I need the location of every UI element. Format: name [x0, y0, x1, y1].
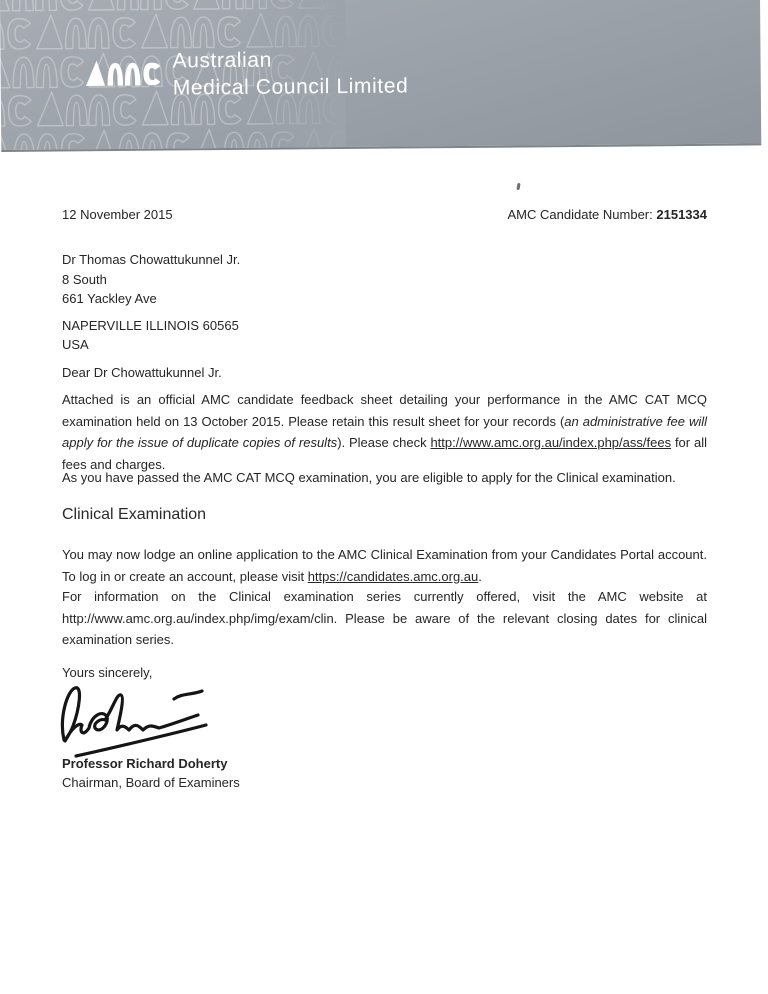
paragraph-results-text1: Attached is an official AMC candidate feedback sheet detailing your performance in the AMC CAT MCQ examination held on 13 October 2015. Please retain this result sheet for your records ( [62, 392, 707, 429]
valediction: Yours sincerely, [62, 665, 153, 680]
recipient-country: USA [62, 337, 89, 352]
signatory-title: Chairman, Board of Examiners [62, 775, 240, 790]
candidate-number-value: 2151334 [656, 207, 707, 222]
recipient-address-line2: 661 Yackley Ave [62, 291, 157, 306]
org-name [172, 45, 408, 101]
signatory-name: Professor Richard Doherty [62, 756, 228, 771]
fees-link[interactable]: http://www.amc.org.au/index.php/ass/fees [430, 435, 672, 450]
paragraph-portal-text1: You may now lodge an online application to the AMC Clinical Examination from your Candidates Portal account. To log in or create an account, please visit [62, 547, 707, 584]
recipient-name: Dr Thomas Chowattukunnel Jr. [62, 252, 241, 267]
scan-artifact [516, 183, 520, 190]
org-name-line2: Medical Council Limited [172, 74, 409, 100]
paragraph-results-text2: ). Please check [337, 435, 431, 450]
section-heading-clinical-examination: Clinical Examination [62, 506, 207, 523]
candidates-portal-link[interactable]: https://candidates.amc.org.au [307, 568, 479, 584]
recipient-address-line1: 8 South [62, 271, 107, 287]
paragraph-portal-text2: . [478, 568, 482, 584]
paragraph-results-italic: an administrative fee will apply for the issue of duplicate copies of results [62, 413, 707, 450]
salutation: Dear Dr Chowattukunnel Jr. [62, 365, 222, 380]
candidate-number [508, 207, 707, 222]
candidate-number-label: AMC Candidate Number: [507, 207, 653, 222]
letter-date: 12 November 2015 [62, 207, 173, 222]
meta-row [62, 207, 707, 222]
paragraph-results-text3: for all fees and charges. [62, 435, 707, 472]
signature-image [54, 682, 249, 762]
amc-logo-icon [84, 49, 162, 97]
recipient-address [62, 250, 240, 355]
org-name-line1: Australian [172, 48, 273, 73]
paragraph-results [62, 389, 707, 475]
paragraph-clinical-info: For information on the Clinical examination series currently offered, visit the AMC website at http://www.amc.org.au/index.php/img/exam/clin. Please be aware of the relevant closing dates for clinical examination series. [62, 589, 707, 647]
paragraph-passed: As you have passed the AMC CAT MCQ examination, you are eligible to apply for the Clinical examination. [62, 470, 676, 485]
recipient-city-line: NAPERVILLE ILLINOIS 60565 [62, 317, 239, 333]
letterhead-band [0, 0, 761, 152]
paragraph-portal [62, 544, 707, 587]
